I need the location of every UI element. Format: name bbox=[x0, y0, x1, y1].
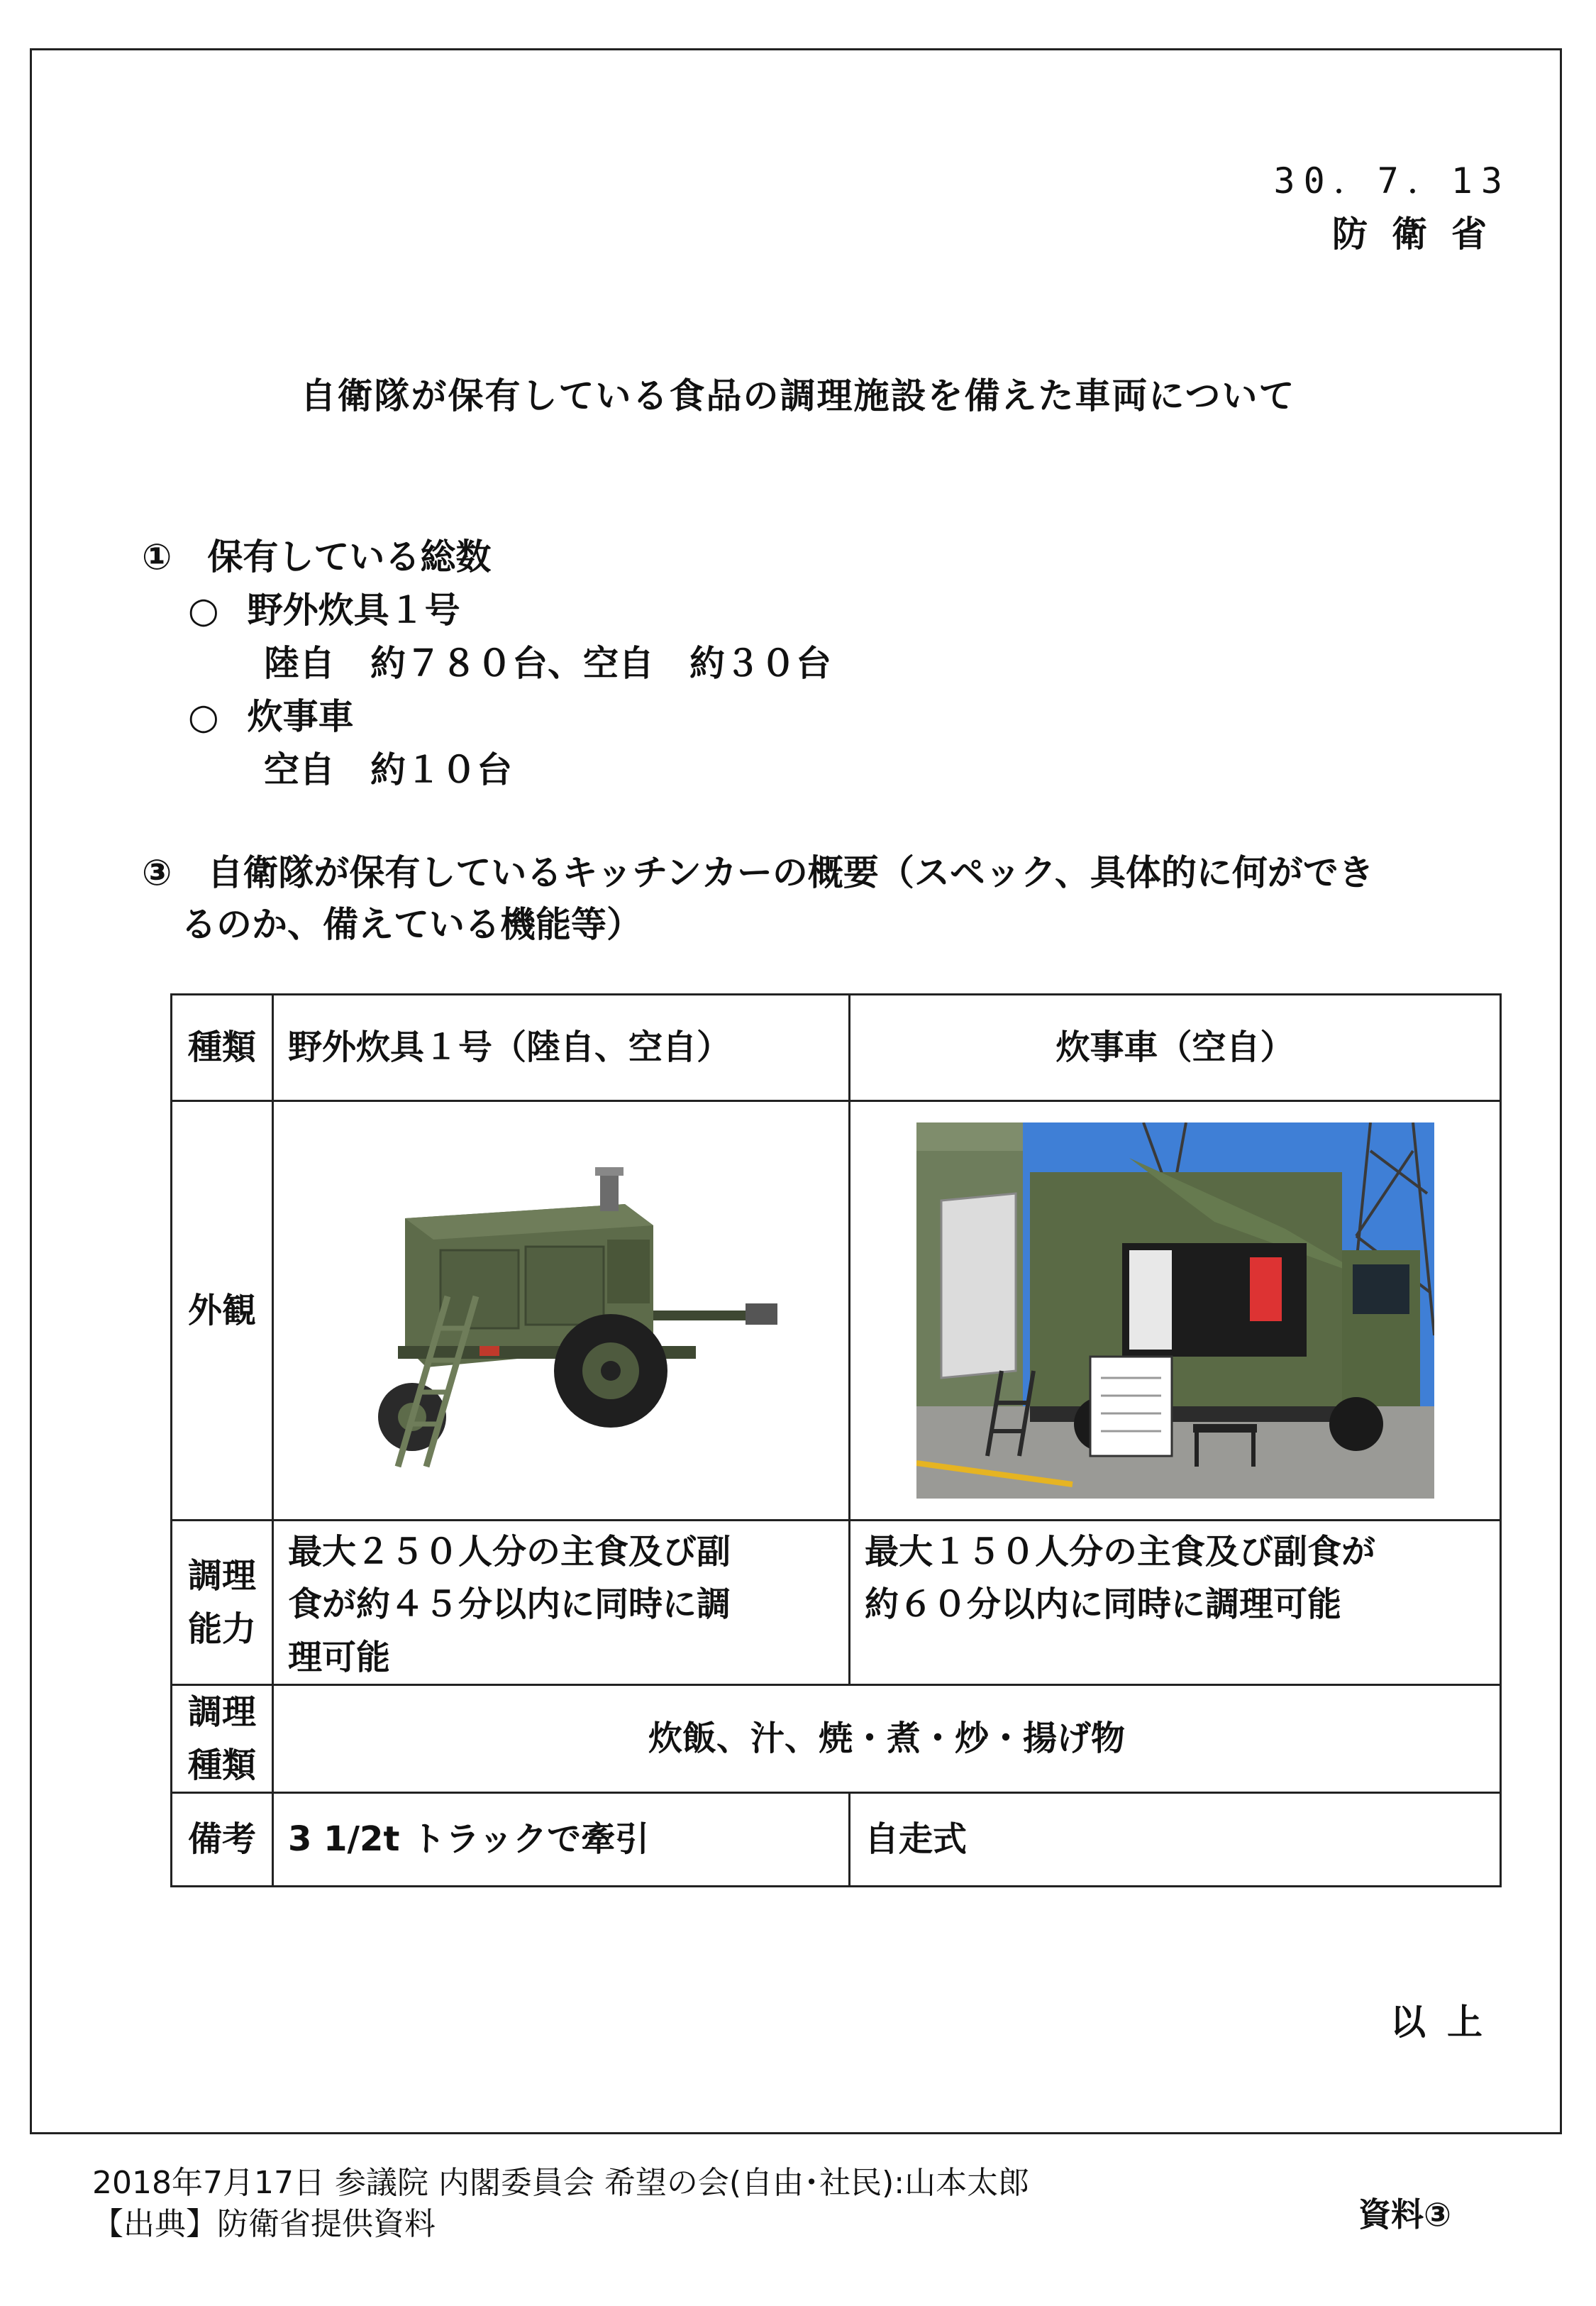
table-row bbox=[172, 1521, 1501, 1685]
header-cell-appearance: 外観 bbox=[172, 1101, 273, 1521]
table-row bbox=[172, 1793, 1501, 1887]
table-row bbox=[172, 1685, 1501, 1793]
section3-heading-line1: ③ 自衛隊が保有しているキッチンカーの概要（スペック、具体的に何ができ bbox=[142, 852, 1374, 893]
table-row bbox=[172, 995, 1501, 1101]
header-cell-notes: 備考 bbox=[172, 1793, 273, 1887]
section1-item1 bbox=[188, 582, 460, 633]
cell-type-kitchen-truck: 炊事車（空自） bbox=[850, 995, 1501, 1101]
issuing-organization: 防衛省 bbox=[1332, 214, 1511, 255]
kitchen-truck-photo-cell bbox=[850, 1101, 1501, 1521]
item1-name: 野外炊具１号 bbox=[247, 590, 460, 631]
cell-type-field-cooker: 野外炊具１号（陸自、空自） bbox=[273, 995, 850, 1101]
item2-detail: 空自 約１０台 bbox=[264, 749, 512, 790]
capacity-a-line1: 最大２５０人分の主食及び副 bbox=[288, 1532, 731, 1572]
field-cooker-trailer-image bbox=[320, 1133, 802, 1488]
header-kinds-line2: 種類 bbox=[187, 1745, 256, 1785]
bullet-circle: ○ bbox=[188, 696, 219, 737]
section1-item2 bbox=[188, 688, 354, 739]
capacity-a-line3: 理可能 bbox=[288, 1637, 391, 1677]
capacity-b-line2: 約６０分以内に同時に調理可能 bbox=[865, 1584, 1342, 1625]
bullet-circle: ○ bbox=[188, 590, 219, 631]
table-row bbox=[172, 1101, 1501, 1521]
cell-capacity-kitchen-truck bbox=[850, 1521, 1501, 1685]
header-capacity-line1: 調理 bbox=[187, 1556, 256, 1596]
section1-heading: ① 保有している総数 bbox=[142, 536, 492, 578]
field-cooker-photo-cell bbox=[273, 1101, 850, 1521]
document-date: 30．7．13 bbox=[1273, 160, 1511, 202]
cell-notes-field-cooker: 3 1/2t トラックで牽引 bbox=[273, 1793, 850, 1887]
header-kinds-line1: 調理 bbox=[187, 1692, 256, 1733]
footer-source-line1: 2018年7月17日 参議院 内閣委員会 希望の会(自由･社民):山本太郎 bbox=[92, 2165, 1030, 2201]
kitchen-truck-image bbox=[916, 1122, 1434, 1499]
capacity-b-line1: 最大１５０人分の主食及び副食が bbox=[865, 1532, 1376, 1572]
item2-name: 炊事車 bbox=[247, 696, 354, 737]
capacity-a-line2: 食が約４５分以内に同時に調 bbox=[288, 1584, 731, 1625]
footer-source-line2: 【出典】防衛省提供資料 bbox=[92, 2206, 436, 2242]
cell-cooking-kinds: 炊飯、汁、焼・煮・炒・揚げ物 bbox=[273, 1685, 1501, 1793]
closing-mark: 以上 bbox=[1390, 2002, 1504, 2043]
item1-detail: 陸自 約７８０台、空自 約３０台 bbox=[264, 643, 831, 684]
header-cell-capacity bbox=[172, 1521, 273, 1685]
spec-table bbox=[170, 993, 1502, 1887]
header-cell-type: 種類 bbox=[172, 995, 273, 1101]
header-capacity-line2: 能力 bbox=[187, 1609, 256, 1649]
material-tag: 資料③ bbox=[1358, 2195, 1451, 2234]
header-cell-kinds bbox=[172, 1685, 273, 1793]
section3-heading-line2: るのか、備えている機能等） bbox=[181, 904, 642, 945]
cell-notes-kitchen-truck: 自走式 bbox=[850, 1793, 1501, 1887]
cell-capacity-field-cooker bbox=[273, 1521, 850, 1685]
document-title: 自衛隊が保有している食品の調理施設を備えた車両について bbox=[300, 375, 1296, 416]
